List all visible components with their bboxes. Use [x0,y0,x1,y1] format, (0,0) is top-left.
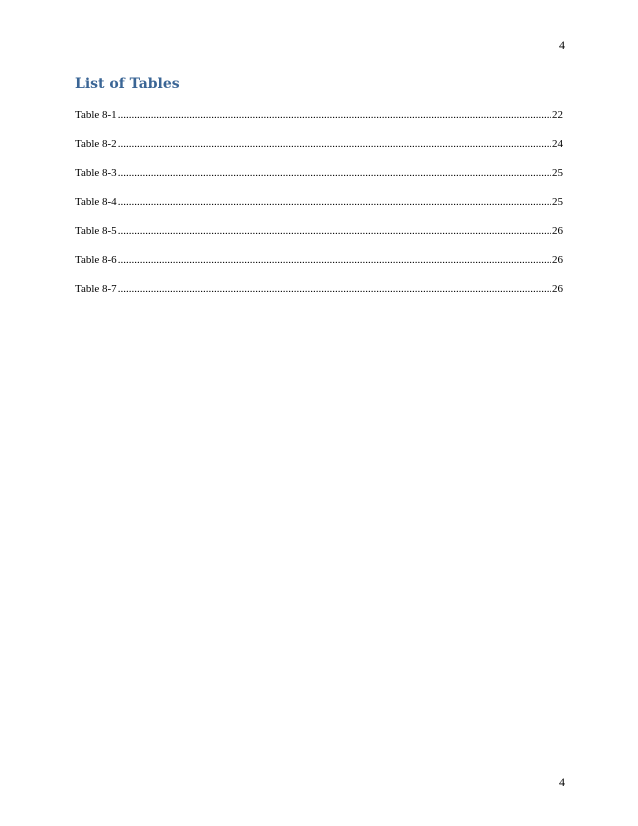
toc-entry[interactable] [75,224,563,253]
toc-entry-label: Table 8-3 [75,167,117,179]
footer-page-number: 4 [559,775,565,789]
dot-leader [118,282,551,296]
toc-entry-page: 26 [552,225,563,237]
toc-entry[interactable] [75,166,563,195]
toc-entry[interactable] [75,282,563,311]
toc-entry[interactable] [75,108,563,137]
toc-entry[interactable] [75,253,563,282]
toc-entry-label: Table 8-1 [75,109,117,121]
toc-entry-page: 26 [552,283,563,295]
dot-leader [118,137,551,151]
toc-entry-page: 25 [552,196,563,208]
dot-leader [118,166,551,180]
toc-entry-label: Table 8-7 [75,283,117,295]
toc-entry[interactable] [75,137,563,166]
toc-entry[interactable] [75,195,563,224]
toc-entry-page: 26 [552,254,563,266]
toc-entry-label: Table 8-6 [75,254,117,266]
toc-entry-page: 22 [552,109,563,121]
dot-leader [118,195,551,209]
header-page-number: 4 [559,38,565,52]
toc-entry-label: Table 8-5 [75,225,117,237]
dot-leader [118,253,551,267]
toc-entry-page: 24 [552,138,563,150]
dot-leader [118,224,551,238]
toc-entry-page: 25 [552,167,563,179]
toc-entry-label: Table 8-2 [75,138,117,150]
list-of-tables-heading: List of Tables [75,76,180,92]
toc-entry-label: Table 8-4 [75,196,117,208]
table-list [75,108,563,311]
dot-leader [118,108,551,122]
